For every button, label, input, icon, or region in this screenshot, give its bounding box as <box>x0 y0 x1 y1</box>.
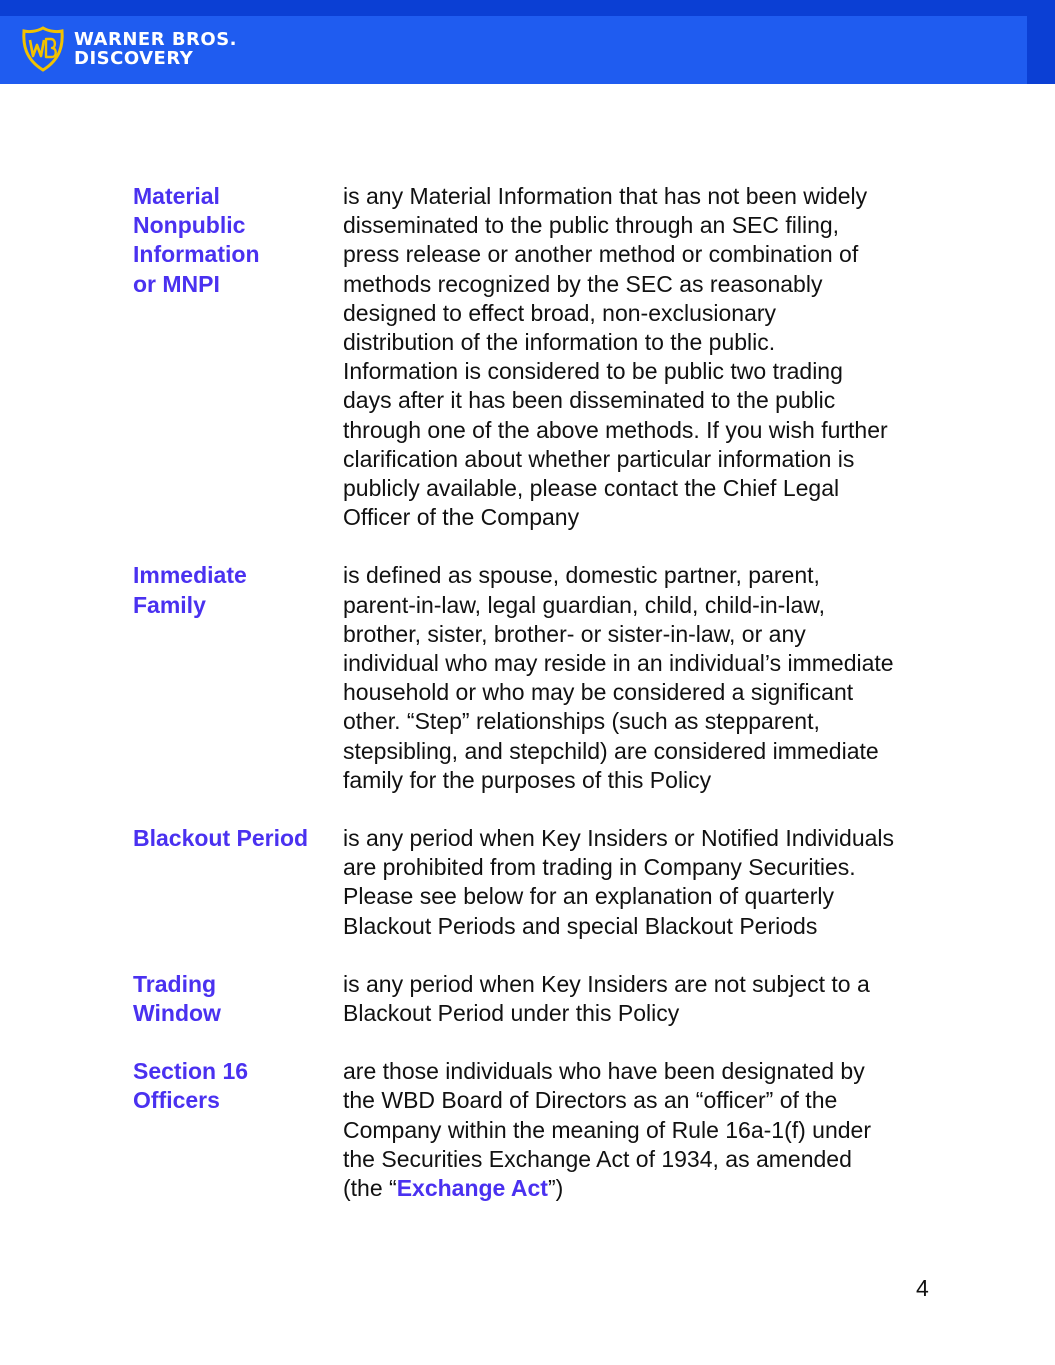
brand-wordmark <box>74 30 237 68</box>
exchange-act-term: Exchange Act <box>396 1175 548 1202</box>
description-text-pre: are those individuals who have been designated by the WBD Board of Directors as an “officer” of the Company within the meaning of Rule 16a-1(f) under the Securities Exchange Act of 1934, as amended (the “ <box>343 1058 872 1202</box>
description-mnpi: is any Material Information that has not been widely disseminated to the public through an SEC filing, press release or another method or combination of methods recognized by the SEC as reasonably designed to effect broad, non-exclusionary distribution of the information to the public. Information is considered to be public two trading days after it has been disseminated to the public through one of the above methods. If you wish further clarification about whether particular information is publicly available, please contact the Chief Legal Officer of the Company <box>343 183 888 531</box>
definition-immediate-family <box>133 561 973 795</box>
brand-line-2: DISCOVERY <box>74 48 194 69</box>
description-immediate-family: is defined as spouse, domestic partner, parent, parent-in-law, legal guardian, child, child-in-law, brother, sister, brother- or sister-in-law, or any individual who may reside in an individual’s immediate household or who may be considered a significant other. “Step” relationships (such as stepparent, stepsibling, and stepchild) are considered immediate family for the purposes of this Policy <box>343 562 894 793</box>
term-trading-window: Trading Window <box>133 970 221 1027</box>
term-section-16-officers: Section 16 Officers <box>133 1058 249 1114</box>
definition-trading-window <box>133 970 973 1028</box>
term-immediate-family: Immediate Family <box>133 562 247 618</box>
definition-section-16-officers <box>133 1057 973 1203</box>
description-blackout-period: is any period when Key Insiders or Notified Individuals are prohibited from trading in Company Securities. Please see below for an explanation of quarterly Blackout Periods and special Blackout Periods <box>343 825 895 939</box>
definition-blackout-period <box>133 824 973 941</box>
description-text-post: ”) <box>547 1175 564 1202</box>
header-bar <box>0 0 1055 84</box>
header-top-strip <box>0 0 1055 16</box>
definition-mnpi <box>133 182 973 532</box>
term-mnpi: Material Nonpublic Information or MNPI <box>133 183 260 297</box>
description-section-16-officers <box>343 1057 973 1203</box>
brand-logo <box>20 26 237 72</box>
page-number: 4 <box>916 1275 929 1301</box>
term-blackout-period: Blackout Period <box>133 825 309 852</box>
brand-line-1: WARNER BROS. <box>74 29 238 50</box>
header-right-strip <box>1027 0 1055 84</box>
description-trading-window: is any period when Key Insiders are not subject to a Blackout Period under this Policy <box>343 970 870 1027</box>
definitions-list <box>133 182 973 1232</box>
wb-shield-icon <box>20 26 66 72</box>
